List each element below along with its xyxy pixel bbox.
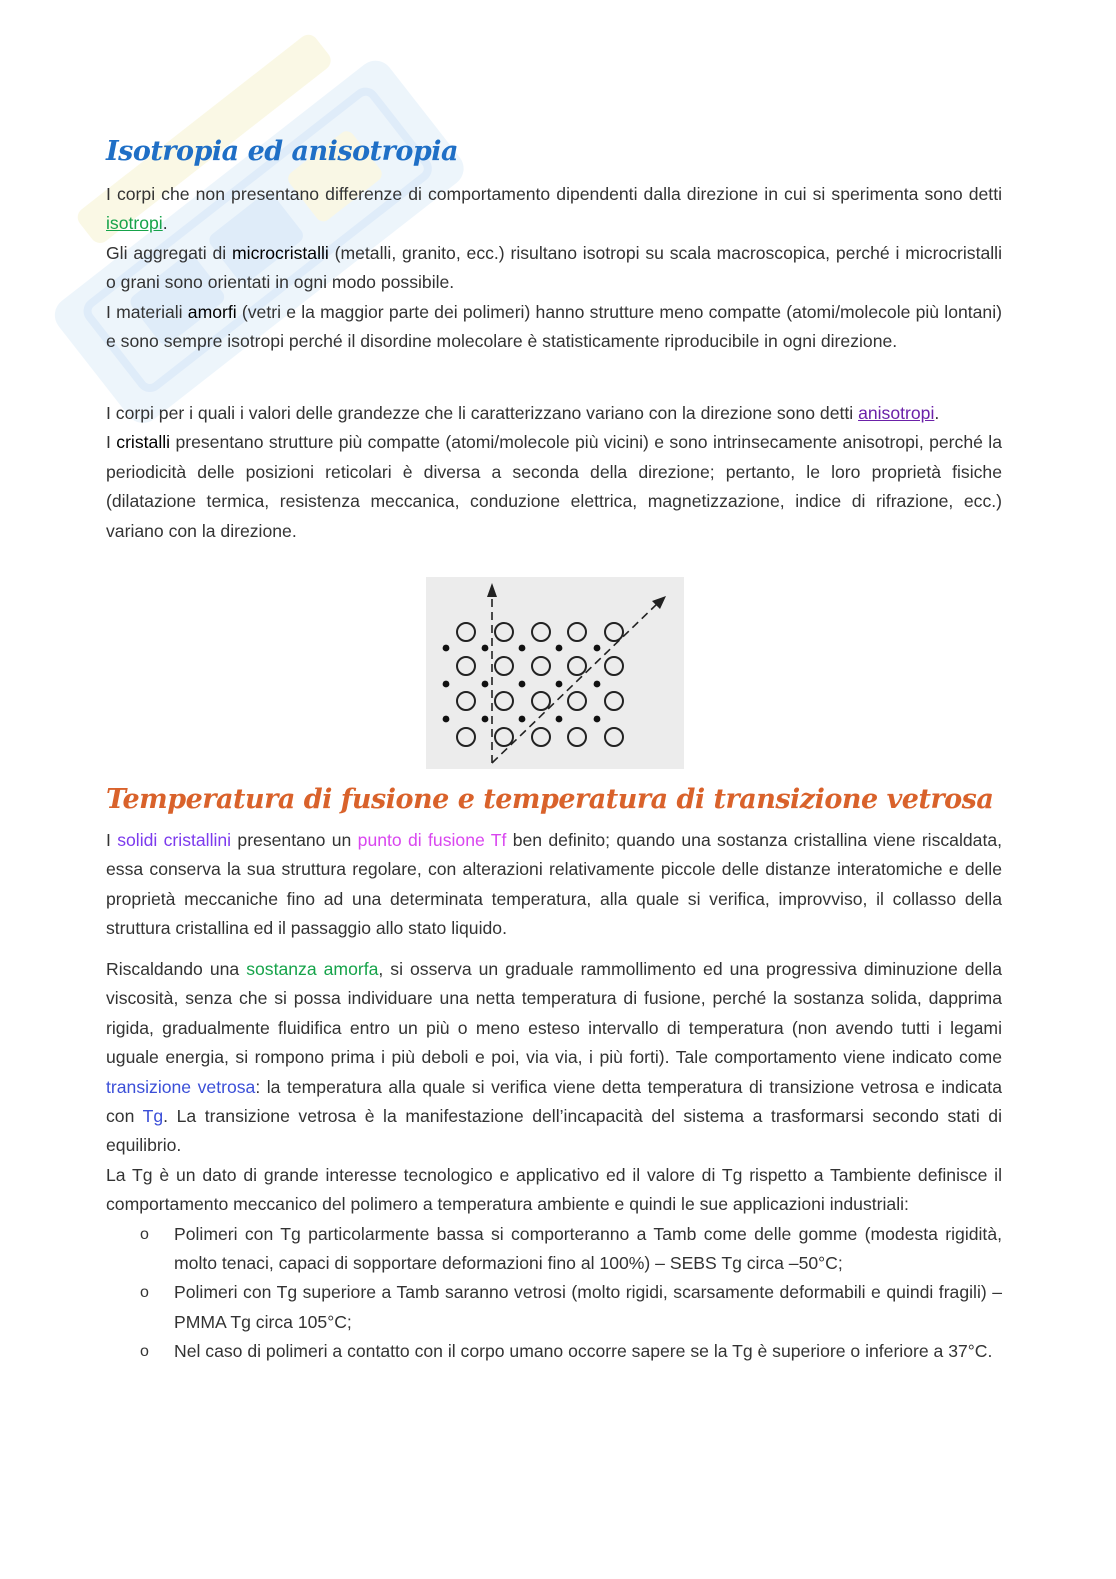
list-item xyxy=(106,1278,1002,1337)
term-sostanza-amorfa: sostanza amorfa xyxy=(246,959,379,979)
paragraph: La Tg è un dato di grande interesse tecnologico e applicativo ed il valore di Tg rispetto a Tambiente definisce il comportamento meccanico del polimero a temperatura ambiente e quindi le sue applicazioni industriali: xyxy=(106,1164,1002,1215)
list-item xyxy=(106,1337,1002,1366)
text: Riscaldando una xyxy=(106,959,247,979)
text: ben definito; quando una sostanza cristallina viene riscaldata, essa conserva la sua struttura regolare, con alterazioni relativamente piccole delle distanze interatomiche e delle proprietà meccaniche fino ad una determinata temperatura, alla quale si verifica, improvviso, il collasso della struttura cristallina ed il passaggio allo stato liquido. xyxy=(106,830,1003,939)
text: I materiali xyxy=(106,301,188,322)
term-microcristalli: microcristalli xyxy=(232,242,329,263)
term-cristalli: cristalli xyxy=(116,432,171,453)
text: . xyxy=(934,403,940,423)
section-title-temperatura: Temperatura di fusione e temperatura di transizione vetrosa xyxy=(106,784,994,815)
paragraph xyxy=(106,180,1002,239)
term-anisotropi: anisotropi xyxy=(858,403,935,423)
list-item-text: Polimeri con Tg particolarmente bassa si comporteranno a Tamb come delle gomme (modesta rigidità, molto tenaci, capaci di sopportare deformazioni fino al 100%) – SEBS Tg circa –50°C; xyxy=(174,1223,1002,1274)
bullet-marker: o xyxy=(140,1225,149,1243)
paragraph xyxy=(106,826,1002,944)
paragraph xyxy=(106,428,1002,546)
section-body-transizione xyxy=(106,955,1002,1367)
text: I xyxy=(106,432,117,453)
text: I corpi per i quali i valori delle grandezze che li caratterizzano variano con la direzione sono detti xyxy=(106,403,859,423)
term-isotropi: isotropi xyxy=(106,213,163,234)
text: . La transizione vetrosa è la manifestazione dell’incapacità del sistema a trasformarsi secondo stati di equilibrio. xyxy=(106,1106,1002,1156)
crystal-lattice-figure xyxy=(426,577,684,769)
text: (vetri e la maggior parte dei polimeri) hanno strutture meno compatte (atomi/molecole più lontani) e sono sempre isotropi perché il disordine molecolare è statisticamente riproducibile in ogni direzione. xyxy=(106,301,1002,352)
text: . xyxy=(162,213,168,234)
lattice-diagram xyxy=(426,577,684,769)
text: I xyxy=(106,830,118,850)
term-tg: Tg xyxy=(142,1106,164,1127)
text: presentano strutture più compatte (atomi/molecole più vicini) e sono intrinsecamente anisotropi, perché la periodicità delle posizioni reticolari è diversa a seconda della direzione; pertanto, le loro proprietà fisiche (dilatazione termica, resistenza meccanica, conduzione elettrica, magnetizzazione, indice di rifrazione, ecc.) variano con la direzione. xyxy=(106,432,1002,541)
list-item xyxy=(106,1220,1002,1279)
section-body-isotropia xyxy=(106,180,1002,356)
section-body-anisotropia xyxy=(106,399,1002,546)
term-transizione-vetrosa: transizione vetrosa xyxy=(106,1076,256,1097)
text: (metalli, granito, ecc.) risultano isotropi su scala macroscopica, perché i microcristalli o grani sono orientati in ogni modo possibile. xyxy=(106,242,1002,293)
bullet-list xyxy=(106,1220,1002,1367)
bullet-marker: o xyxy=(140,1343,149,1361)
paragraph xyxy=(106,955,1002,1161)
text: Gli aggregati di xyxy=(106,242,233,263)
text: , si osserva un graduale rammollimento ed una progressiva diminuzione della viscosità, senza che si possa individuare una netta temperatura di fusione, perché la sostanza solida, dapprima rigida, gradualmente fluidifica entro un più o meno esteso intervallo di temperatura (non avendo tutti i legami uguale energia, si rompono prima i più deboli e poi, via via, i più forti). Tale comportamento viene indicato come xyxy=(106,959,1002,1068)
term-solidi-cristallini: solidi cristallini xyxy=(117,830,232,850)
section-title-isotropia: Isotropia ed anisotropia xyxy=(106,136,458,167)
paragraph xyxy=(106,298,1002,357)
paragraph xyxy=(106,239,1002,298)
section-body-fusione xyxy=(106,826,1002,944)
list-item-text: Nel caso di polimeri a contatto con il corpo umano occorre sapere se la Tg è superiore o inferiore a 37°C. xyxy=(174,1341,993,1362)
paragraph xyxy=(106,399,1002,428)
text: I corpi che non presentano differenze di comportamento dipendenti dalla direzione in cui si sperimenta sono detti xyxy=(106,184,1002,204)
text: presentano un xyxy=(231,830,358,850)
bullet-marker: o xyxy=(140,1284,149,1302)
text: : la temperatura alla quale si verifica viene detta temperatura di transizione vetrosa e indicata con xyxy=(106,1076,1002,1127)
list-item-text: Polimeri con Tg superiore a Tamb saranno vetrosi (molto rigidi, scarsamente deformabili e quindi fragili) – PMMA Tg circa 105°C; xyxy=(174,1282,1002,1332)
term-punto-di-fusione: punto di fusione Tf xyxy=(357,830,507,850)
term-amorfi: amorfi xyxy=(187,301,237,322)
